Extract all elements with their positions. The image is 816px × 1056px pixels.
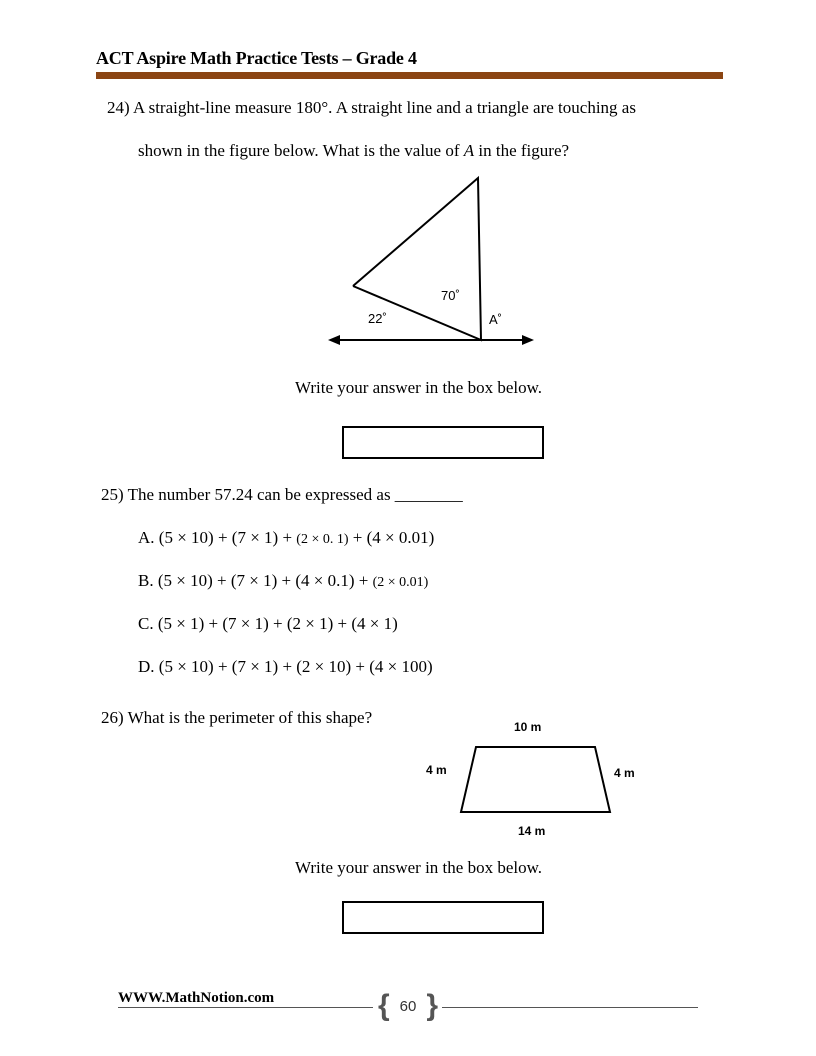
triangle-on-line-figure (320, 170, 550, 355)
choice-a-text: (5 × 10) + (7 × 1) + (158, 528, 297, 547)
trapezoid-bottom-label: 14 m (518, 824, 546, 838)
choice-b-small-term: (2 × 0.01) (372, 575, 429, 590)
right-bracket-icon: } (426, 989, 438, 1022)
choice-c-text: (5 × 1) + (7 × 1) + (2 × 1) + (4 × 1) (157, 614, 398, 633)
question-24-answer-box[interactable] (342, 426, 544, 459)
trapezoid-right-label: 4 m (614, 766, 635, 780)
left-arrowhead (328, 335, 340, 345)
choice-d-letter: D. (138, 657, 155, 676)
question-26-answer-prompt: Write your answer in the box below. (295, 858, 543, 877)
angle-label-70: 70˚ (441, 288, 460, 303)
choice-d-text: (5 × 10) + (7 × 1) + (2 × 10) + (4 × 100) (158, 657, 433, 676)
question-25 (101, 485, 463, 505)
question-24-text-line1: A straight-line measure 180°. A straight line and a triangle are touching as (132, 98, 636, 117)
page-number: 60 (399, 998, 417, 1015)
question-24-line1 (107, 98, 636, 118)
choice-a[interactable] (138, 528, 434, 548)
angle-label-22: 22˚ (368, 311, 387, 326)
choice-a-small-term: (2 × 0. 1) (296, 532, 349, 547)
choice-a-tail: + (4 × 0.01) (348, 528, 435, 547)
angle-label-a: A˚ (489, 312, 502, 327)
trapezoid-left-label: 4 m (426, 763, 447, 777)
question-26-number: 26) (101, 708, 124, 727)
footer-rule-left (118, 1007, 373, 1008)
header-rule (96, 72, 723, 79)
page-header-title: ACT Aspire Math Practice Tests – Grade 4 (96, 48, 417, 68)
right-arrowhead (522, 335, 534, 345)
footer-website: WWW.MathNotion.com (118, 990, 275, 1006)
choice-c[interactable] (138, 614, 398, 634)
choice-d[interactable] (138, 657, 433, 677)
question-25-text: The number 57.24 can be expressed as ________ (127, 485, 463, 504)
question-25-number: 25) (101, 485, 124, 504)
question-26 (101, 708, 372, 728)
question-24-variable: A (463, 141, 475, 160)
page-number-box (378, 991, 438, 1023)
trapezoid-shape (455, 740, 615, 820)
choice-c-letter: C. (138, 614, 154, 633)
left-bracket-icon: { (378, 989, 390, 1022)
trapezoid-top-label: 10 m (514, 720, 542, 734)
question-24-line2 (138, 141, 569, 161)
question-24-answer-prompt: Write your answer in the box below. (295, 378, 543, 397)
question-24-text-line2-pre: shown in the figure below. What is the value of (138, 141, 464, 160)
choice-b[interactable] (138, 571, 428, 591)
question-26-text: What is the perimeter of this shape? (127, 708, 373, 727)
question-26-answer-box[interactable] (342, 901, 544, 934)
choice-b-letter: B. (138, 571, 154, 590)
trapezoid (461, 747, 610, 812)
question-24-number: 24) (107, 98, 130, 117)
footer-rule-right (442, 1007, 698, 1008)
question-24-text-line2-post: in the figure? (474, 141, 570, 160)
choice-b-text: (5 × 10) + (7 × 1) + (4 × 0.1) + (157, 571, 373, 590)
choice-a-letter: A. (138, 528, 155, 547)
